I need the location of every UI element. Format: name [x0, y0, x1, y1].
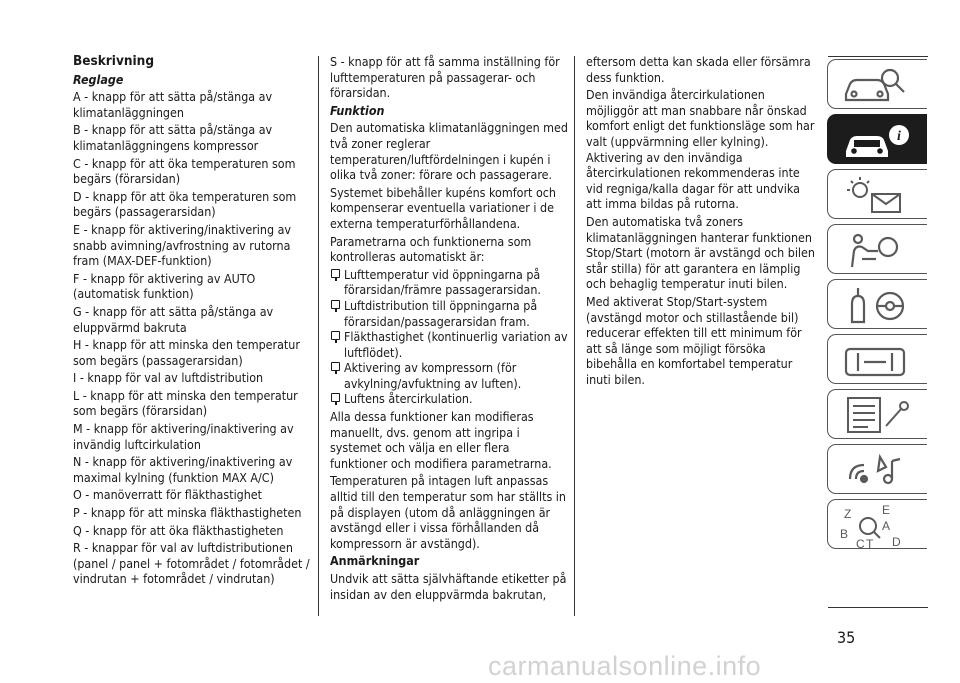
bullet-item: [330, 329, 570, 360]
bullet-item: [330, 298, 570, 329]
paragraph: Parametrarna och funktionerna som kontrolleras automatiskt är:: [330, 233, 532, 265]
bullet-text: Fläkthastighet (kontinuerlig variation av luftflödet).: [344, 329, 568, 360]
control-item-i: I - knapp för val av luftdistribution: [73, 370, 264, 386]
control-item-l: L - knapp för att minska den temperatur som begärs (förarsidan): [73, 387, 298, 419]
control-item-e: E - knapp för aktivering/inaktivering av snabb avimning/avfrostning av rutorna fram (MAX-DEF-funktion): [73, 221, 291, 269]
index-letter: T: [866, 537, 874, 551]
tab-index[interactable]: [827, 499, 927, 549]
sidebar-rule: [828, 607, 928, 608]
bullet-item: [330, 391, 570, 407]
paragraph: eftersom detta kan skada eller försämra dess funktion.: [586, 54, 811, 85]
column-3: [586, 54, 818, 389]
bullet-icon: [331, 331, 340, 340]
control-item-o: O - manöverratt för fläkthastighet: [73, 487, 263, 503]
tab-starting-driving[interactable]: [827, 279, 927, 329]
control-item-h: H - knapp för att minska den temperatur som begärs (passagerarsidan): [73, 337, 300, 368]
control-item-a: A - knapp för att sätta på/stänga av klimatanläggningen: [73, 89, 273, 120]
bullet-text: Aktivering av kompressorn (för avkylning/avfuktning av luften).: [344, 360, 522, 391]
tab-car-info[interactable]: [827, 114, 927, 164]
subheading-function: Funktion: [330, 102, 385, 118]
airbag-seat-icon: [838, 229, 918, 271]
bullet-item: [330, 267, 570, 298]
page-number: 35: [837, 628, 856, 647]
paragraph: Systemet bibehåller kupéns komfort och kompenserar eventuella variationer i de externa temperaturförhållandena.: [330, 184, 556, 231]
bullet-icon: [331, 300, 340, 309]
control-item-r: R - knappar för val av luftdistributionen (panel / panel + fotområdet / fotområdet / vindrutan + fotområdet / vindrutan): [73, 540, 310, 587]
subheading-controls: Reglage: [73, 71, 124, 87]
control-item-b: B - knapp för att sätta på/stänga av klimatanläggningens kompressor: [73, 122, 273, 153]
tab-emergency[interactable]: [827, 334, 927, 384]
index-letter: A: [882, 519, 891, 533]
paragraph: Den invändiga återcirkulationen möjliggör att man snabbare når önskad komfort enligt det funktionsläge som har valt (uppvärmning eller kylning). Aktivering av den invändiga återcirkulationen rekommenderas inte vid regniga/kalla dagar för att undvika att imma bildas på rutorna.: [586, 87, 815, 212]
tab-multimedia[interactable]: [827, 444, 927, 494]
index-letter: C: [856, 537, 865, 551]
paragraph: Undvik att sätta självhäftande etiketter på insidan av den eluppvärmda bakrutan,: [330, 571, 567, 602]
toolbox-icon: [838, 339, 918, 381]
subheading-notes: Anmärkningar: [330, 553, 420, 569]
steering-wheel-key-icon: [838, 284, 918, 326]
control-item-m: M - knapp för aktivering/inaktivering av invändig luftcirkulation: [73, 421, 294, 452]
maintenance-list-icon: [838, 394, 918, 436]
paragraph: Den automatiska klimatanläggningen med två zoner reglerar temperaturen/luftfördelningen i kupén i olika två zoner: förare och passagerare.: [330, 120, 568, 183]
paragraph: Med aktiverat Stop/Start-system (avstängd motor och stillastående bil) reducerar effekten till ett minimum för att så länge som möjligt försöka bibehålla en komfortabel temperatur inuti bilen.: [586, 293, 802, 387]
tab-safety[interactable]: [827, 224, 927, 274]
tab-maintenance[interactable]: [827, 389, 927, 439]
column-divider-1: [318, 56, 319, 616]
section-heading: Beskrivning: [73, 53, 155, 69]
multimedia-icon: [838, 449, 918, 491]
svg-text:i: i: [897, 129, 901, 144]
tab-car-search[interactable]: [827, 59, 927, 109]
column-divider-2: [574, 56, 575, 616]
control-item-s: S - knapp för att få samma inställning för lufttemperaturen på passagerar- och förarsidan.: [330, 54, 560, 101]
paragraph: Den automatiska två zoners klimatanläggningen hanterar funktionen Stop/Start (motorn är avstängd och bilen står stilla) för att garantera en lämplig och behaglig temperatur inuti bilen.: [586, 213, 815, 292]
bullet-icon: [331, 393, 340, 402]
control-item-q: Q - knapp för att öka fläkthastigheten: [73, 522, 284, 538]
car-info-icon: [838, 119, 918, 161]
alphabet-index-icon: [838, 504, 918, 552]
control-item-c: C - knapp för att öka temperaturen som begärs (förarsidan): [73, 155, 296, 187]
control-item-p: P - knapp för att minska fläkthastigheten: [73, 505, 302, 521]
paragraph: Temperaturen på intagen luft anpassas alltid till den temperatur som har ställts in på displayen (utom då anläggningen är avstängd eller i vissa förhållanden då kompressorn är avstängd).: [330, 473, 566, 551]
index-letter: Z: [844, 507, 852, 521]
bullet-text: Lufttemperatur vid öppningarna på förarsidan/främre passagerarsidan.: [344, 266, 541, 298]
column-1: [73, 54, 313, 589]
bullet-text: Luftens återcirkulation.: [344, 391, 473, 407]
column-2: [330, 54, 570, 604]
watermark: carmanualsonline.info: [488, 651, 762, 681]
car-search-icon: [838, 64, 918, 106]
bullet-icon: [331, 269, 340, 278]
sidebar-rule: [828, 56, 928, 57]
index-letter: D: [892, 535, 901, 549]
control-item-d: D - knapp för att öka temperaturen som begärs (passagerarsidan): [73, 188, 297, 220]
control-item-g: G - knapp för att sätta på/stänga av eluppvärmd bakruta: [73, 303, 274, 335]
index-letter: E: [882, 504, 891, 517]
bullet-text: Luftdistribution till öppningarna på förarsidan/passagerarsidan fram.: [344, 297, 538, 329]
warning-light-message-icon: [838, 174, 918, 216]
bullet-item: [330, 360, 570, 391]
paragraph: Alla dessa funktioner kan modifieras manuellt, dvs. genom att ingripa i systemet och välja en eller flera funktioner och modifiera parametrarna.: [330, 409, 552, 471]
tab-warning-lights[interactable]: [827, 169, 927, 219]
index-letter: B: [840, 527, 849, 541]
control-item-f: F - knapp för aktivering av AUTO (automatisk funktion): [73, 270, 256, 302]
control-item-n: N - knapp för aktivering/inaktivering av maximal kylning (funktion MAX A/C): [73, 454, 293, 485]
bullet-icon: [331, 362, 340, 371]
